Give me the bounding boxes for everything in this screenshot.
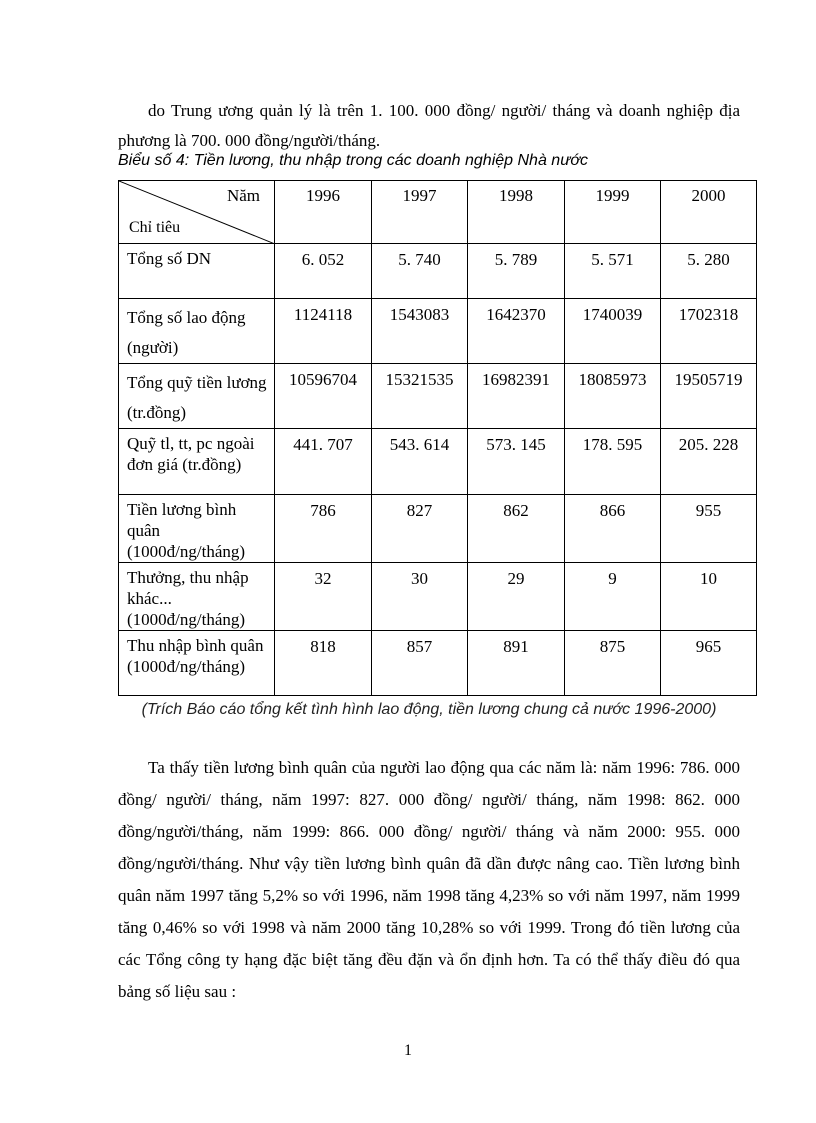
year-header: 1996 [275, 181, 372, 244]
table-cell: 955 [661, 495, 757, 563]
table-cell: 1543083 [372, 299, 468, 364]
table-cell: 1642370 [468, 299, 565, 364]
table-cell: 862 [468, 495, 565, 563]
row-label: Thưởng, thu nhập khác... (1000đ/ng/tháng) [119, 563, 275, 631]
year-header: 1997 [372, 181, 468, 244]
intro-text: do Trung ương quản lý là trên 1. 100. 000 đồng/ người/ tháng và doanh nghiệp địa phương là 700. 000 đồng/người/tháng. [118, 101, 740, 150]
row-label: Tổng số lao động (người) [119, 299, 275, 364]
table-cell: 891 [468, 631, 565, 696]
table-cell: 10596704 [275, 364, 372, 429]
table-row [119, 429, 757, 495]
table-row [119, 631, 757, 696]
table-row [119, 364, 757, 429]
table-cell: 1740039 [565, 299, 661, 364]
table-row [119, 495, 757, 563]
table-cell: 32 [275, 563, 372, 631]
table-cell: 10 [661, 563, 757, 631]
table-cell: 866 [565, 495, 661, 563]
table-cell: 543. 614 [372, 429, 468, 495]
table-cell: 18085973 [565, 364, 661, 429]
row-label: Quỹ tl, tt, pc ngoài đơn giá (tr.đồng) [119, 429, 275, 495]
table-cell: 6. 052 [275, 244, 372, 299]
table-cell: 857 [372, 631, 468, 696]
table-cell: 573. 145 [468, 429, 565, 495]
table-cell: 19505719 [661, 364, 757, 429]
table-cell: 16982391 [468, 364, 565, 429]
header-year-label: Năm [226, 186, 260, 205]
table-corner-cell [119, 181, 275, 244]
table-cell: 965 [661, 631, 757, 696]
analysis-text: Ta thấy tiền lương bình quân của người lao động qua các năm là: năm 1996: 786. 000 đồng/ người/ tháng, năm 1997: 827. 000 đồng/ người/ tháng, năm 1998: 862. 000 đồng/người/tháng, năm 1999: 866. 000 đồng/ người/ tháng và năm 2000: 955. 000 đồng/người/tháng. Như vậy tiền lương bình quân đã dần được nâng cao. Tiền lương bình quân năm 1997 tăng 5,2% so với 1996, năm 1998 tăng 4,23% so với năm 1997, năm 1999 tăng 0,46% so với 1998 và năm 2000 tăng 10,28% so với 1999. Trong đó tiền lương của các Tổng công ty hạng đặc biệt tăng đều đặn và ổn định hơn. Ta có thể thấy điều đó qua bảng số liệu sau : [118, 758, 740, 1001]
row-label: Tiền lương bình quân (1000đ/ng/tháng) [119, 495, 275, 563]
table-row [119, 299, 757, 364]
table-cell: 1702318 [661, 299, 757, 364]
table-cell: 786 [275, 495, 372, 563]
table-cell: 9 [565, 563, 661, 631]
year-header: 1998 [468, 181, 565, 244]
table-cell: 1124118 [275, 299, 372, 364]
table-cell: 5. 280 [661, 244, 757, 299]
table-cell: 827 [372, 495, 468, 563]
row-label: Tổng số DN [119, 244, 275, 299]
table-cell: 818 [275, 631, 372, 696]
table-source-note: (Trích Báo cáo tổng kết tình hình lao động, tiền lương chung cả nước 1996-2000) [141, 701, 717, 718]
analysis-paragraph [118, 752, 740, 1008]
table-caption: Biểu số 4: Tiền lương, thu nhập trong các doanh nghiệp Nhà nước [118, 152, 589, 169]
table-cell: 29 [468, 563, 565, 631]
table-cell: 441. 707 [275, 429, 372, 495]
row-label: Thu nhập bình quân (1000đ/ng/tháng) [119, 631, 275, 696]
table-cell: 205. 228 [661, 429, 757, 495]
table-row [119, 563, 757, 631]
table-cell: 15321535 [372, 364, 468, 429]
table-row [119, 244, 757, 299]
table-cell: 875 [565, 631, 661, 696]
table-header-row [119, 181, 757, 244]
table-cell: 5. 789 [468, 244, 565, 299]
table-cell: 5. 740 [372, 244, 468, 299]
page-number: 1 [404, 1042, 412, 1059]
salary-income-table [118, 180, 757, 696]
year-header: 2000 [661, 181, 757, 244]
year-header: 1999 [565, 181, 661, 244]
row-label: Tổng quỹ tiền lương (tr.đồng) [119, 364, 275, 429]
table-cell: 30 [372, 563, 468, 631]
table-cell: 5. 571 [565, 244, 661, 299]
table-cell: 178. 595 [565, 429, 661, 495]
header-indicator-label: Chỉ tiêu [129, 219, 181, 236]
intro-paragraph [118, 96, 740, 156]
